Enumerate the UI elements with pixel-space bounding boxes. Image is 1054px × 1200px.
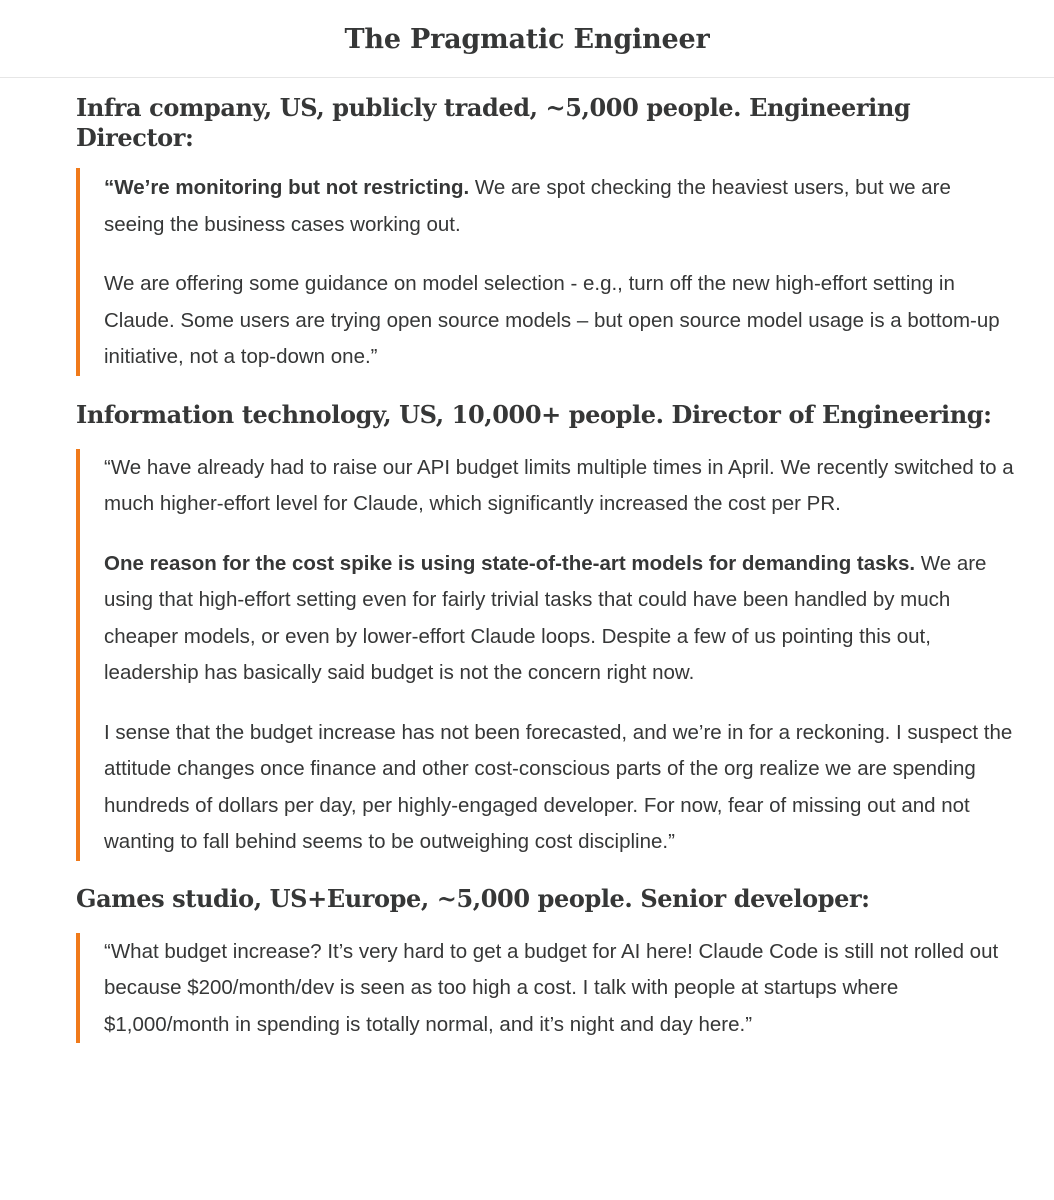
quote-paragraph <box>104 546 1014 692</box>
quote-text: We are using that high-effort setting even for fairly trivial tasks that could have been handled by much cheaper models, or even by lower-effort Claude loops. Despite a few of us pointing this out, leadership has basically said budget is not the concern right now. <box>104 551 987 684</box>
site-title[interactable]: The Pragmatic Engineer <box>344 24 710 55</box>
quote-information-technology <box>76 449 1014 861</box>
quote-text: We are spot checking the heaviest users, but we are seeing the business cases working out. <box>104 176 951 236</box>
quote-infra-company <box>76 168 1014 376</box>
quote-paragraph <box>104 934 1014 1044</box>
quote-games-studio <box>76 933 1014 1044</box>
quote-bold-lead: “We’re monitoring but not restricting. <box>104 176 470 199</box>
quote-paragraph <box>104 170 1014 243</box>
quote-text: “What budget increase? It’s very hard to get a budget for AI here! Claude Code is still not rolled out because $200/month/dev is seen as too high a cost. I talk with people at startups where $1,000/month in spending is totally normal, and it’s night and day here.” <box>104 939 999 1036</box>
quote-bold-lead: One reason for the cost spike is using state-of-the-art models for demanding tasks. <box>104 551 916 575</box>
quote-paragraph <box>104 450 1014 523</box>
article-body <box>0 93 1054 1043</box>
site-header <box>0 0 1054 78</box>
quote-text: I sense that the budget increase has not been forecasted, and we’re in for a reckoning. I suspect the attitude changes once finance and other cost-conscious parts of the org realize we are spending hundreds of dollars per day, per highly-engaged developer. For now, fear of missing out and not wanting to fall behind seems to be outweighing cost discipline.” <box>104 720 1013 853</box>
section-heading-information-technology: Information technology, US, 10,000+ people. Director of Engineering: <box>76 399 992 429</box>
section-heading-infra-company: Infra company, US, publicly traded, ~5,000 people. Engineering Director: <box>76 93 911 152</box>
quote-text: “We have already had to raise our API budget limits multiple times in April. We recently switched to a much higher-effort level for Claude, which significantly increased the cost per PR. <box>104 455 1014 515</box>
quote-text: We are offering some guidance on model selection - e.g., turn off the new high-effort setting in Claude. Some users are trying open source models – but open source model usage is a bottom-up initiative, not a top-down one.” <box>104 272 1000 368</box>
section-heading-games-studio: Games studio, US+Europe, ~5,000 people. Senior developer: <box>76 883 870 913</box>
quote-paragraph <box>104 715 1014 861</box>
quote-paragraph <box>104 266 1014 376</box>
